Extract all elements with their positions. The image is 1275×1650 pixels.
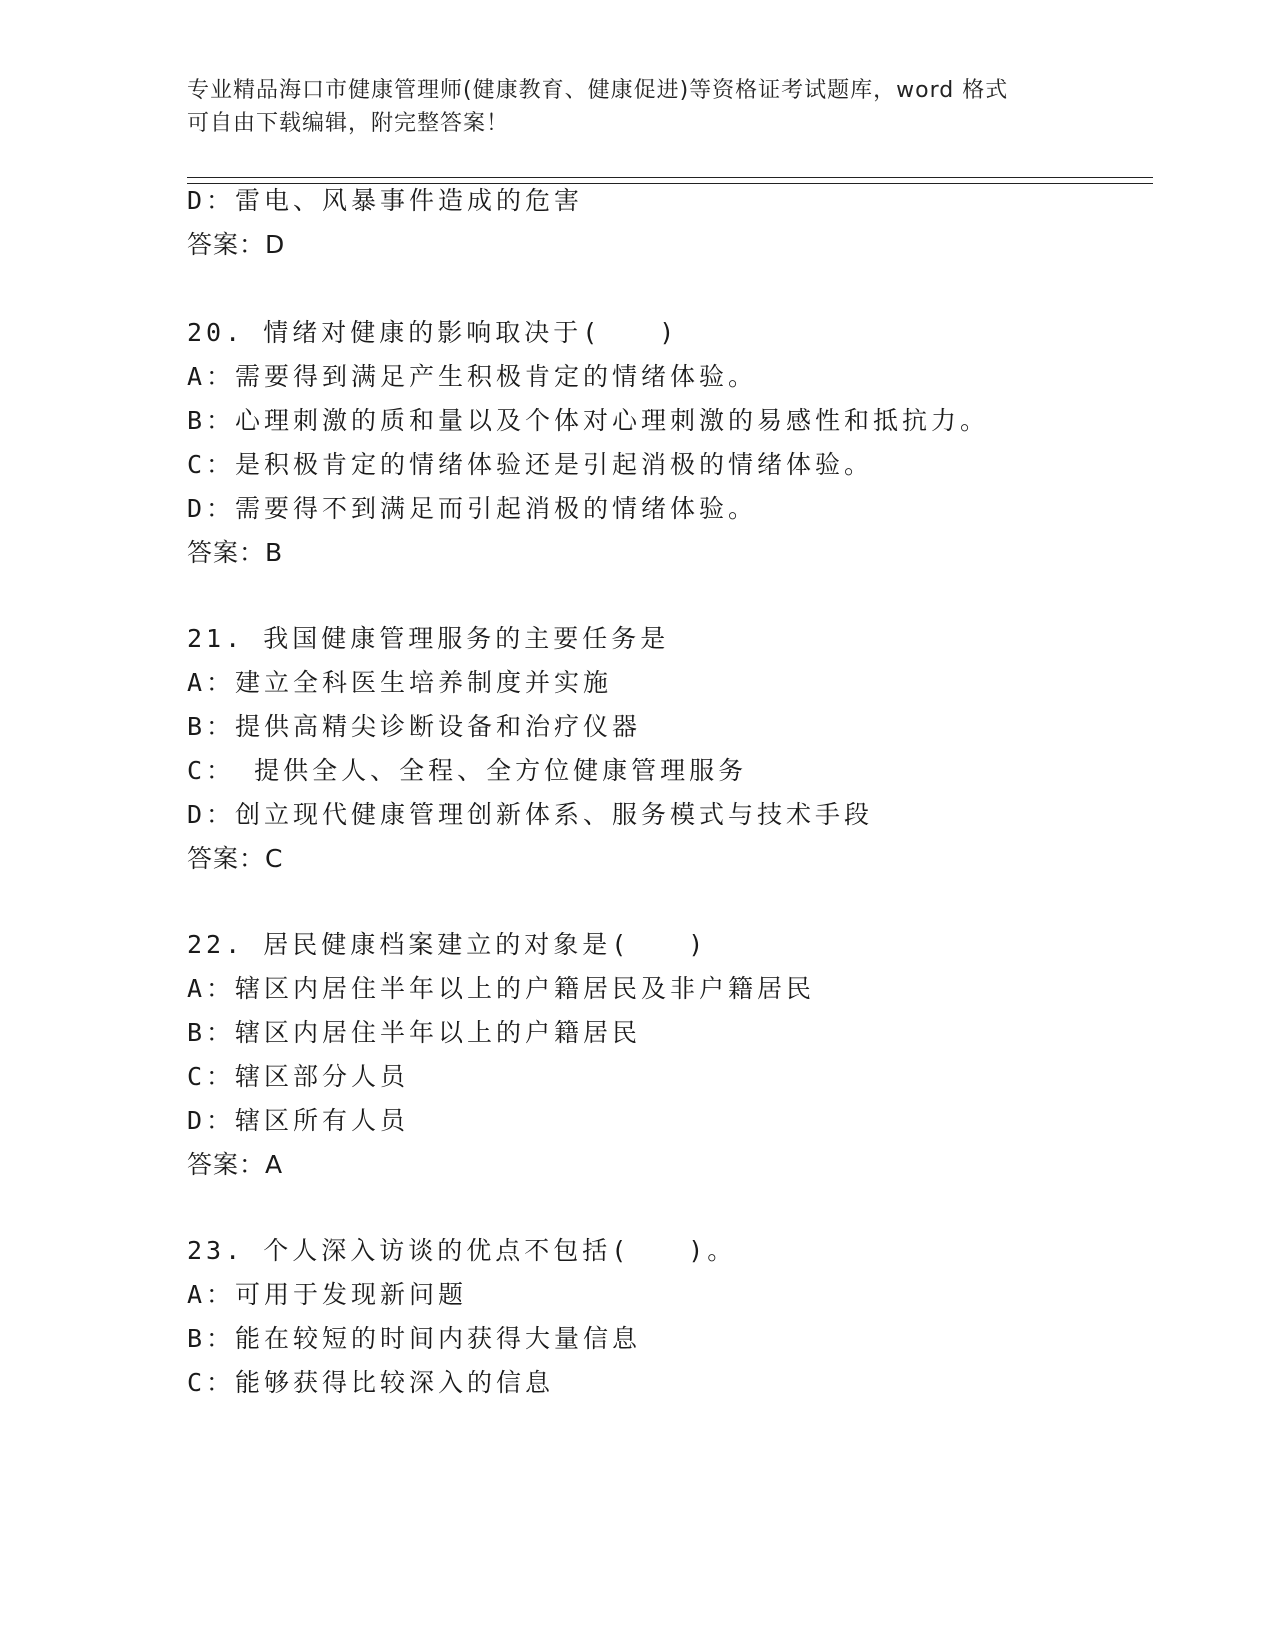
q22-answer: 答案：A — [187, 1150, 284, 1179]
q19-answer: 答案：D — [187, 230, 286, 259]
q23-option-b: B：能在较短的时间内获得大量信息 — [187, 1324, 642, 1353]
q20-answer: 答案：B — [187, 538, 284, 567]
q21-option-a: A：建立全科医生培养制度并实施 — [187, 668, 613, 697]
q21-option-c: C： 提供全人、全程、全方位健康管理服务 — [187, 756, 748, 785]
q22-option-b: B：辖区内居住半年以上的户籍居民 — [187, 1018, 642, 1047]
header-divider-bottom — [187, 183, 1153, 184]
q20-option-d: D：需要得不到满足而引起消极的情绪体验。 — [187, 494, 758, 523]
q22-option-a: A：辖区内居住半年以上的户籍居民及非户籍居民 — [187, 974, 816, 1003]
q20-stem: 20. 情绪对健康的影响取决于( ) — [187, 318, 679, 347]
q20-option-c: C：是积极肯定的情绪体验还是引起消极的情绪体验。 — [187, 450, 874, 479]
q20-option-a: A：需要得到满足产生积极肯定的情绪体验。 — [187, 362, 758, 391]
q22-option-d: D：辖区所有人员 — [187, 1106, 410, 1135]
header-line-2: 可自由下载编辑，附完整答案！ — [187, 111, 510, 136]
q23-option-c: C：能够获得比较深入的信息 — [187, 1368, 555, 1397]
q21-option-b: B：提供高精尖诊断设备和治疗仪器 — [187, 712, 642, 741]
q21-answer: 答案：C — [187, 844, 284, 873]
header-line-1: 专业精品海口市健康管理师(健康教育、健康促进)等资格证考试题库，word 格式 — [187, 78, 1009, 103]
q22-stem: 22. 居民健康档案建立的对象是( ) — [187, 930, 708, 959]
q22-option-c: C：辖区部分人员 — [187, 1062, 410, 1091]
q21-stem: 21. 我国健康管理服务的主要任务是 — [187, 624, 670, 653]
q19-option-d: D：雷电、风暴事件造成的危害 — [187, 186, 584, 215]
document-header-note — [187, 74, 1067, 140]
q20-option-b: B：心理刺激的质和量以及个体对心理刺激的易感性和抵抗力。 — [187, 406, 990, 435]
q23-option-a: A：可用于发现新问题 — [187, 1280, 468, 1309]
q23-stem: 23. 个人深入访谈的优点不包括( )。 — [187, 1236, 737, 1265]
header-divider-top — [187, 177, 1153, 178]
q21-option-d: D：创立现代健康管理创新体系、服务模式与技术手段 — [187, 800, 874, 829]
